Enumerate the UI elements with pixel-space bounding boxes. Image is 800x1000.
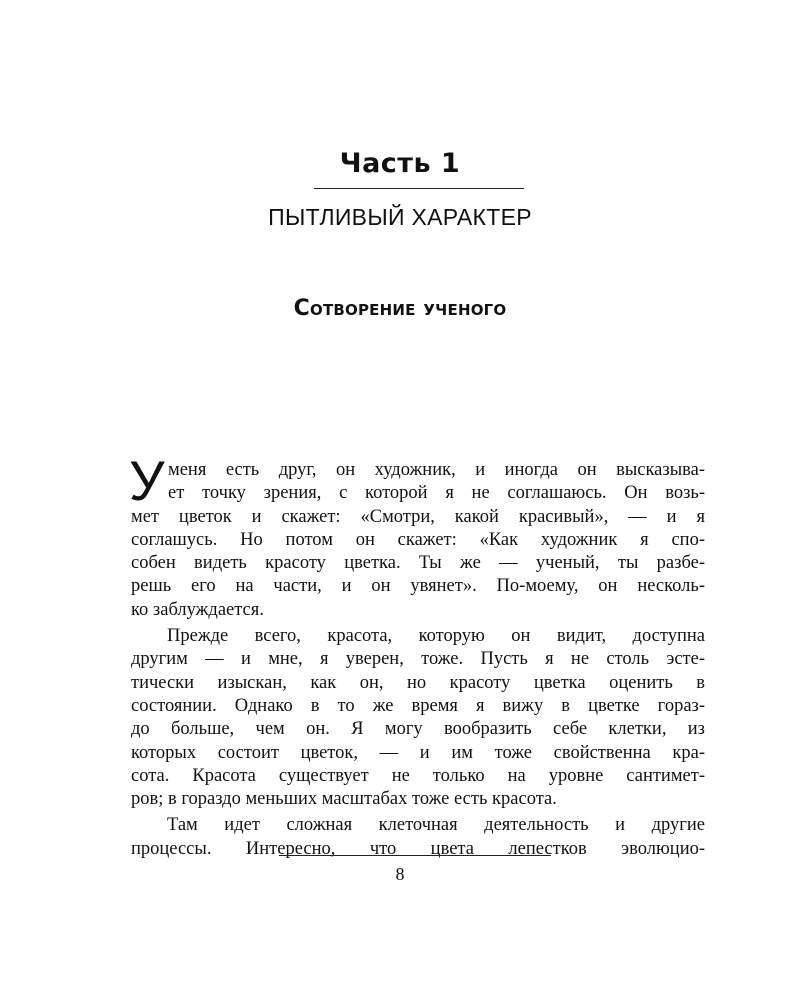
text-line: мет цветок и скажет: «Смотри, какой красивый», — и я (131, 506, 705, 527)
text-line: сота. Красота существует не только на уровне сантимет- (131, 765, 705, 786)
text-line: ров; в гораздо меньших масштабах тоже есть красота. (131, 789, 557, 810)
text-line: которых состоит цветок, — и им тоже свойственна кра- (131, 742, 705, 763)
page-number: 8 (395, 864, 405, 884)
text-line: собен видеть красоту цветка. Ты же — ученый, ты разбе- (131, 553, 705, 574)
text-line: до больше, чем он. Я могу вообразить себе клетки, из (131, 719, 705, 740)
text-line: соглашусь. Но потом он скажет: «Как художник я спо- (131, 529, 705, 550)
text-line: ко заблуждается. (131, 599, 264, 620)
paragraph-1 (131, 459, 705, 622)
text-line: Там идет сложная клеточная деятельность и другие (167, 815, 705, 836)
text-line: Прежде всего, красота, которую он видит, доступна (167, 626, 705, 647)
drop-cap: У (129, 449, 165, 512)
text-line: процессы. Интересно, что цвета лепестков эволюцио- (131, 838, 705, 859)
text-line: состоянии. Однако в то же время я вижу в цветке гораз- (131, 695, 705, 716)
text-line: другим — и мне, я уверен, тоже. Пусть я не столь эсте- (131, 649, 705, 670)
paragraph-2 (131, 625, 705, 811)
part-subtitle: ПЫТЛИВЫЙ ХАРАКТЕР (268, 204, 532, 230)
text-line: меня есть друг, он художник, и иногда он высказыва- (168, 460, 705, 480)
body-text (129, 449, 705, 861)
part-title: Часть 1 (339, 148, 461, 179)
chapter-title: Сотворение ученого (293, 296, 507, 321)
footer-divider (279, 855, 551, 856)
text-line: ет точку зрения, с которой я не соглашаюсь. Он возь- (168, 483, 705, 504)
part-title-divider (314, 188, 524, 189)
text-line: тически изыскан, как он, но красоту цветка оценить в (131, 672, 705, 693)
text-line: решь его на части, и он увянет». По-моему, он несколь- (131, 576, 705, 597)
